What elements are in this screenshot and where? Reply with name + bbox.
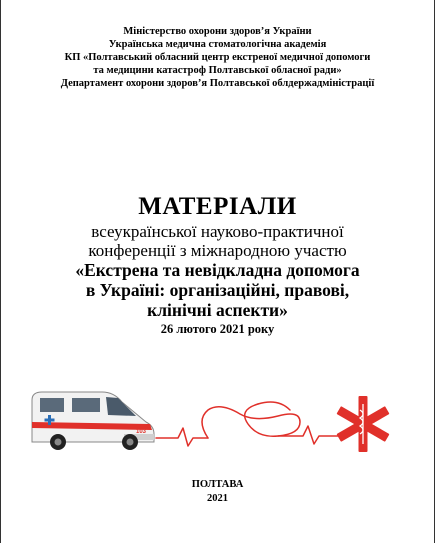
illustration [28, 380, 408, 460]
main-title: МАТЕРІАЛИ [138, 193, 297, 220]
star-of-life-icon [337, 396, 390, 452]
conference-date: 26 лютого 2021 року [160, 322, 275, 336]
title-block [0, 192, 435, 337]
institution-header [0, 25, 435, 90]
imprint-footer [0, 478, 435, 506]
header-line-center-cont: та медицини катастроф Полтавської обласної ради» [93, 65, 342, 76]
conference-name-line-3: клінічні аспекти» [147, 300, 288, 320]
subtitle-line-1: всеукраїнської науково-практичної [91, 222, 344, 241]
ambulance-number: 103 [136, 429, 147, 435]
header-line-department: Департамент охорони здоров’я Полтавської облдержадміністрації [60, 78, 375, 89]
conference-name-line-1: «Екстрена та невідкладна допомога [75, 260, 360, 280]
header-line-center: КП «Полтавський обласний центр екстреної медичної допомоги [64, 52, 371, 63]
ambulance-icon [32, 392, 154, 450]
header-line-ministry: Міністерство охорони здоров’я України [123, 26, 312, 37]
header-line-academy: Українська медична стоматологічна академія [108, 39, 327, 50]
imprint-city: ПОЛТАВА [191, 479, 244, 490]
subtitle-line-2: конференції з міжнародною участю [88, 241, 347, 260]
conference-name-line-2: в Україні: організаційні, правові, [85, 280, 350, 300]
imprint-year: 2021 [207, 493, 228, 504]
heartbeat-line-icon [156, 402, 338, 446]
